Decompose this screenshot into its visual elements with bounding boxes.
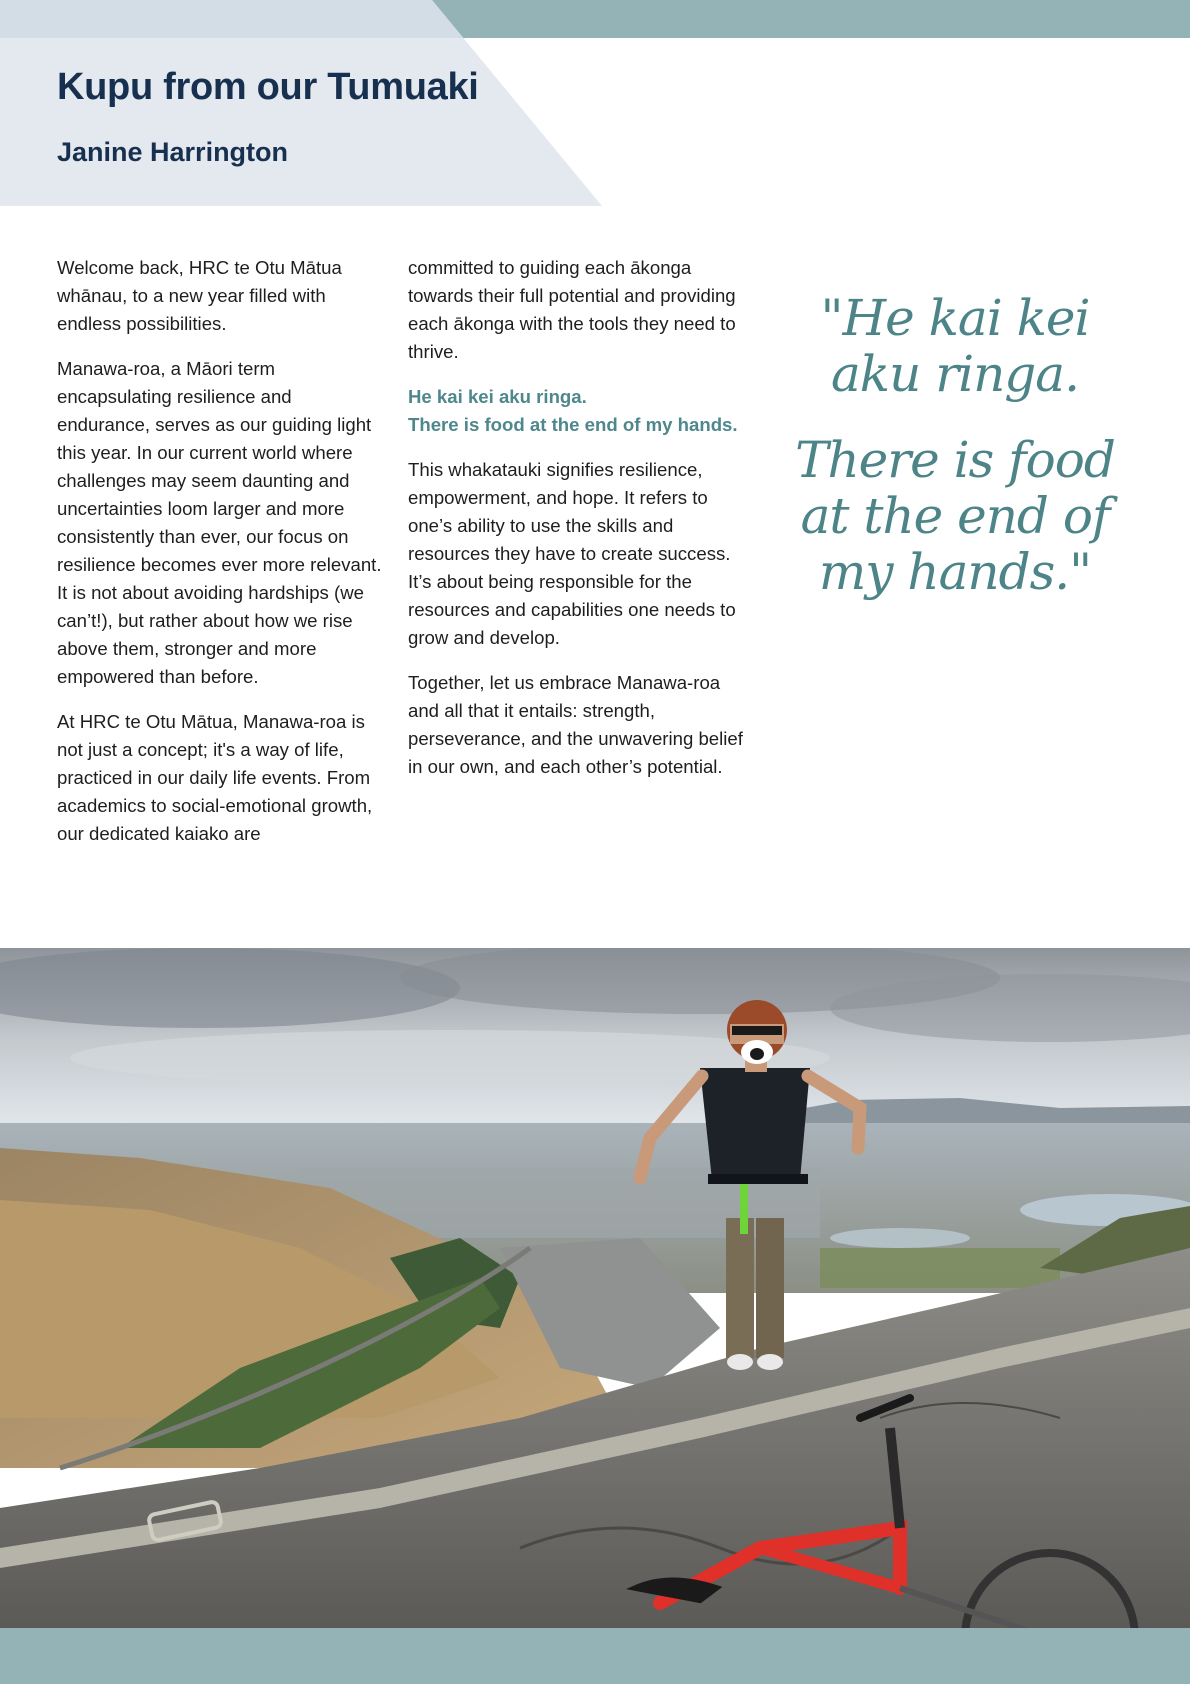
paragraph: At HRC te Otu Mātua, Manawa-roa is not just a concept; it's a way of life, practiced in our daily life events. From academics to social-emotional growth, our dedicated kaiako are xyxy=(57,711,373,844)
paragraph: Welcome back, HRC te Otu Mātua whānau, to a new year filled with endless possibilities. xyxy=(57,257,342,334)
pull-quote xyxy=(780,290,1130,630)
whakatauki-english: There is food at the end of my hands. xyxy=(408,414,738,435)
paragraph: committed to guiding each ākonga towards their full potential and providing each ākonga with the tools they need to thrive. xyxy=(408,257,736,362)
hero-photo-mountain-biker xyxy=(0,948,1190,1628)
pull-quote-line-2: There is food at the end of my hands." xyxy=(795,431,1115,601)
whakatauki xyxy=(408,383,748,439)
paragraph: Together, let us embrace Manawa-roa and all that it entails: strength, perseverance, and the unwavering belief in our own, and each other’s potential. xyxy=(408,672,743,777)
body-column-2 xyxy=(408,254,748,798)
paragraph: Manawa-roa, a Māori term encapsulating resilience and endurance, serves as our guiding light this year. In our current world where challenges may seem daunting and uncertainties loom larger and more consistently than ever, our focus on resilience becomes ever more relevant. It is not about avoiding hardships (we can’t!), but rather about how we rise above them, stronger and more empowered than before. xyxy=(57,358,382,687)
author-name: Janine Harrington xyxy=(57,137,289,167)
page-title: Kupu from our Tumuaki xyxy=(57,66,479,108)
whakatauki-maori: He kai kei aku ringa. xyxy=(408,386,587,407)
bottom-accent-band xyxy=(0,1628,1190,1684)
body-column-1 xyxy=(57,254,387,865)
pull-quote-line-1: "He kai kei aku ringa. xyxy=(820,289,1090,403)
paragraph: This whakatauki signifies resilience, empowerment, and hope. It refers to one’s ability to use the skills and resources they have to create success. It’s about being responsible for the resources and capabilities one needs to grow and develop. xyxy=(408,459,736,648)
